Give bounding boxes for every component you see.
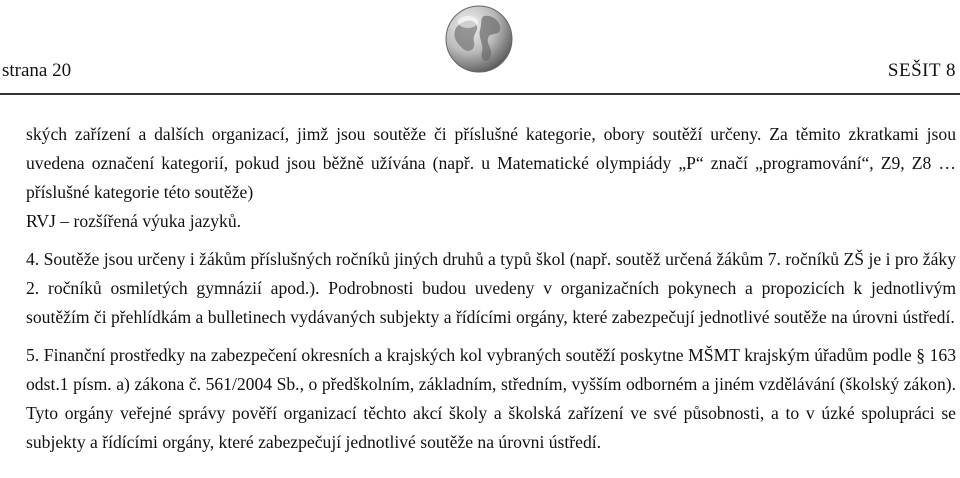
rvj-definition: RVJ – rozšířená výuka jazyků. bbox=[26, 211, 242, 231]
item-text: Soutěže jsou určeny i žákům příslušných ročníků jiných druhů a typů škol (např. soutěž určená žákům 7. ročníků ZŠ je i pro žáky 2. ročníků osmiletých gymnázií apod.). Podrobnosti budou uvedeny v organizačních pokynech a propozicích k jednotlivým soutěžím či přehlídkám a bulletinech vydávaných subjekty a řídícími orgány, které zabezpečují jednotlivé soutěže na úrovni ústředí. bbox=[26, 249, 956, 327]
header-divider bbox=[0, 93, 960, 95]
continuation-paragraph: ských zařízení a dalších organizací, jimž jsou soutěže či příslušné kategorie, obory soutěží určeny. Za těmito zkratkami jsou uvedena označení kategorií, pokud jsou běžně užívána (např. u Matematické olympiády „P“ značí „programování“, Z9, Z8 … příslušné kategorie této soutěže) bbox=[26, 124, 956, 202]
page-header bbox=[0, 0, 960, 100]
booklet-label: SEŠIT 8 bbox=[887, 60, 956, 81]
globe-icon bbox=[442, 2, 516, 76]
page-number: strana 20 bbox=[2, 60, 72, 81]
numbered-item-5 bbox=[26, 341, 956, 457]
item-number: 5. bbox=[26, 345, 40, 365]
item-number: 4. bbox=[26, 249, 40, 269]
item-text: Finanční prostředky na zabezpečení okresních a krajských kol vybraných soutěží poskytne MŠMT krajským úřadům podle § 163 odst.1 písm. a) zákona č. 561/2004 Sb., o předškolním, základním, středním, vyšším odborném a jiném vzdělávání (školský zákon). Tyto orgány veřejné správy pověří organizací těchto akcí školy a školská zařízení ve své působnosti, a to v úzké spolupráci se subjekty a řídícími orgány, které zabezpečují jednotlivé soutěže na úrovni ústředí. bbox=[26, 345, 956, 452]
document-body bbox=[26, 120, 956, 457]
numbered-item-4 bbox=[26, 245, 956, 332]
